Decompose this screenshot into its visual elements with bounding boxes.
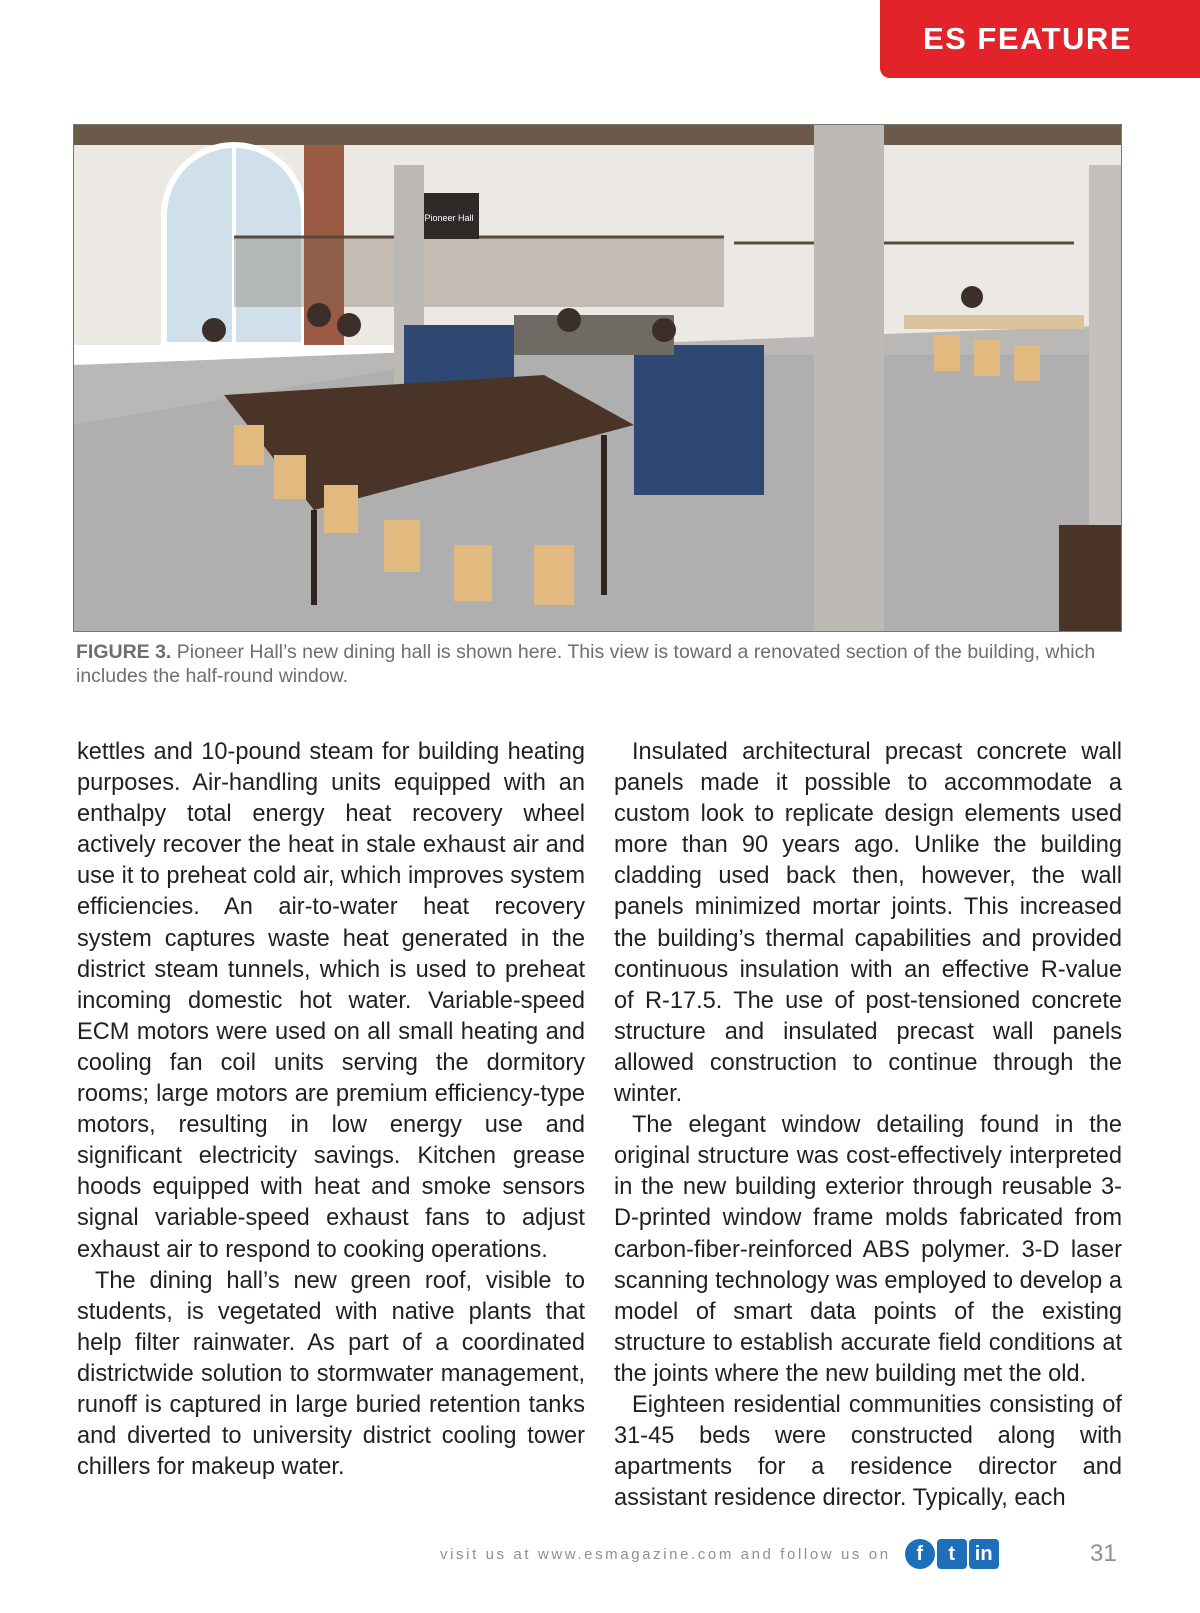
concrete-column — [814, 125, 884, 632]
railing — [234, 237, 724, 307]
caption-text: Pioneer Hall’s new dining hall is shown here. This view is toward a renovated section of the building, which includes the half-round window. — [76, 641, 1096, 687]
twitter-icon[interactable]: t — [937, 1539, 967, 1569]
linkedin-icon[interactable]: in — [969, 1539, 999, 1569]
left-paragraph-1: kettles and 10-pound steam for building heating purposes. Air-handling units equipped with an enthalpy total energy heat recovery wheel actively recover the heat in stale exhaust air and use it to preheat cold air, which improves system efficiencies. An air-to-water heat recovery system captures waste heat generated in the district steam tunnels, which is used to preheat incoming domestic hot water. Variable-speed ECM motors were used on all small heating and cooling fan coil units serving the dormitory rooms; large motors are premium efficiency-type motors, resulting in low energy use and significant electricity savings. Kitchen grease hoods equipped with heat and smoke sensors signal variable-speed exhaust fans to adjust exhaust air to respond to cooking operations. — [77, 739, 585, 1263]
right-column — [614, 737, 1122, 1514]
footer — [440, 1534, 1140, 1574]
section-tab — [880, 0, 1200, 78]
right-paragraph-1: Insulated architectural precast concrete wall panels made it possible to accommodate a custom look to replicate design elements used more than 90 years ago. Unlike the building cladding used back then, however, the wall panels minimized mortar joints. This increased the building’s thermal capabilities and provided continuous insulation with an effective R-value of R-17.5. The use of post-tensioned concrete structure and insulated precast wall panels allowed construction to continue through the winter. — [614, 739, 1122, 1108]
left-paragraph-2: The dining hall’s new green roof, visible to students, is vegetated with native plants that help filter rainwater. As part of a coordinated districtwide solution to stormwater management, runoff is captured in large buried retention tanks and diverted to university district cooling tower chillers for makeup water. — [77, 1267, 585, 1481]
tables-right — [904, 315, 1084, 329]
sign-text: Pioneer Hall — [424, 213, 474, 223]
facebook-icon[interactable]: f — [905, 1539, 935, 1569]
caption-label: FIGURE 3. — [76, 641, 172, 663]
figure-photo — [73, 124, 1122, 632]
dining-hall-photo — [74, 125, 1122, 632]
page-number: 31 — [1090, 1540, 1117, 1567]
social-links — [905, 1539, 1001, 1569]
figure-caption — [76, 640, 1121, 688]
right-paragraph-3: Eighteen residential communities consisting of 31-45 beds were constructed along with apartments for a residence director and assistant residence director. Typically, each — [614, 1391, 1122, 1512]
ceiling-beam — [74, 125, 1122, 145]
concrete-column-right — [1089, 165, 1122, 585]
booth-front — [634, 345, 764, 495]
left-column — [77, 737, 585, 1483]
right-paragraph-2: The elegant window detailing found in the original structure was cost-effectively interpreted in the new building exterior through reusable 3-D-printed window frame molds fabricated from carbon-fiber-reinforced ABS polymer. 3-D laser scanning technology was employed to develop a model of smart data points of the existing structure to establish accurate field conditions at the joints where the new building met the old. — [614, 1112, 1122, 1387]
footer-text: visit us at www.esmagazine.com and follow us on — [440, 1545, 891, 1563]
section-label: ES FEATURE — [922, 21, 1132, 56]
